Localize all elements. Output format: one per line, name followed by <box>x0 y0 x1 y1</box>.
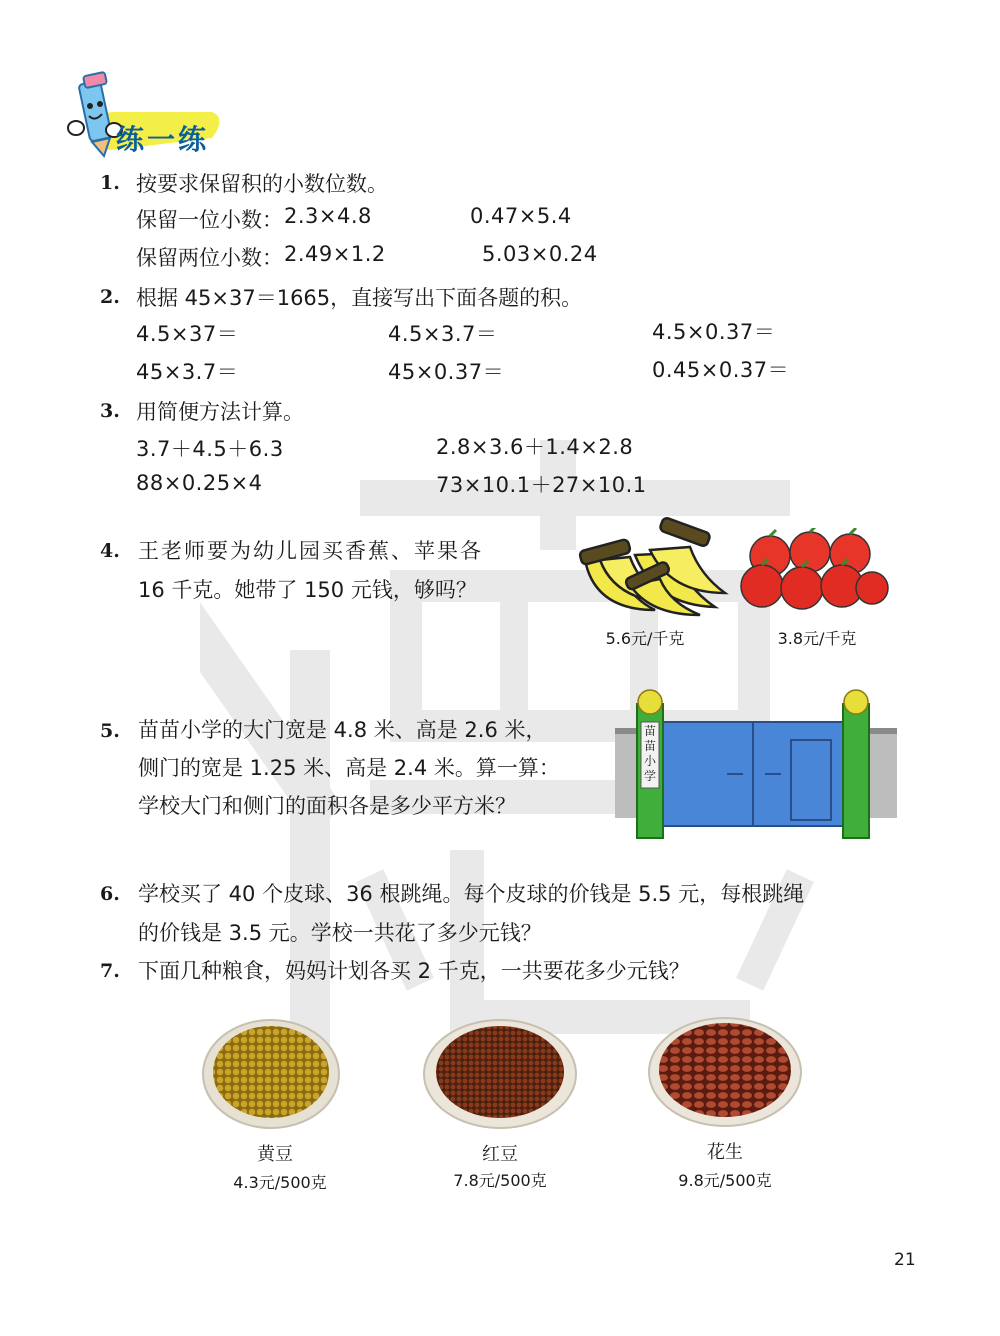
q4-line2: 16 千克。她带了 150 元钱，够吗？ <box>138 578 477 602</box>
q2-text: 根据 45×37＝1665，直接写出下面各题的积。 <box>136 286 583 310</box>
q5-line3: 学校大门和侧门的面积各是多少平方米？ <box>138 794 516 818</box>
q2-item: 4.5×37＝ <box>136 322 239 346</box>
q4-number: 4. <box>100 540 120 562</box>
q4-line1: 王老师要为幼儿园买香蕉、苹果各 <box>138 539 483 563</box>
grain-price: 7.8元/500克 <box>453 1171 547 1190</box>
q7-text: 下面几种粮食，妈妈计划各买 2 千克，一共要花多少元钱？ <box>138 959 690 983</box>
q6-line1: 学校买了 40 个皮球、36 根跳绳。每个皮球的价钱是 5.5 元，每根跳绳 <box>138 882 805 906</box>
q3-item: 3.7＋4.5＋6.3 <box>136 437 284 461</box>
grain-name: 花生 <box>707 1142 743 1163</box>
q1-text: 按要求保留积的小数位数。 <box>136 172 388 196</box>
q3-number: 3. <box>100 400 120 422</box>
grain-price: 9.8元/500克 <box>678 1171 772 1190</box>
q3-text: 用简便方法计算。 <box>136 400 304 424</box>
q1-row2-a: 2.49×1.2 <box>284 242 386 266</box>
q6-number: 6. <box>100 883 120 905</box>
red-bean-bowl-icon <box>420 1012 580 1130</box>
banana-price: 5.6元/千克 <box>605 629 685 648</box>
q1-row2-label: 保留两位小数： <box>136 246 283 270</box>
q3-item: 2.8×3.6＋1.4×2.8 <box>436 435 634 459</box>
q2-item: 0.45×0.37＝ <box>652 358 790 382</box>
q5-line2: 侧门的宽是 1.25 米、高是 2.4 米。算一算： <box>138 756 560 780</box>
q2-item: 45×0.37＝ <box>388 360 505 384</box>
q1-row1-b: 0.47×5.4 <box>470 204 572 228</box>
q5-line1: 苗苗小学的大门宽是 4.8 米、高是 2.6 米， <box>138 718 547 742</box>
q2-item: 4.5×0.37＝ <box>652 320 776 344</box>
peanut-bowl-icon <box>645 1010 805 1128</box>
grain-name: 红豆 <box>482 1144 518 1165</box>
q2-number: 2. <box>100 286 120 308</box>
apple-price: 3.8元/千克 <box>777 629 857 648</box>
grain-name: 黄豆 <box>257 1144 293 1165</box>
page-number: 21 <box>894 1250 916 1270</box>
q1-row2-b: 5.03×0.24 <box>482 242 598 266</box>
q1-number: 1. <box>100 172 120 194</box>
q5-number: 5. <box>100 720 120 742</box>
q2-item: 45×3.7＝ <box>136 360 239 384</box>
q2-item: 4.5×3.7＝ <box>388 322 498 346</box>
q7-number: 7. <box>100 960 120 982</box>
apple-icon <box>740 528 890 618</box>
banana-icon <box>575 515 735 620</box>
q1-row1-a: 2.3×4.8 <box>284 204 372 228</box>
q3-item: 73×10.1＋27×10.1 <box>436 473 647 497</box>
grain-price: 4.3元/500克 <box>233 1173 327 1192</box>
q3-item: 88×0.25×4 <box>136 471 263 495</box>
soybean-bowl-icon <box>200 1012 342 1130</box>
section-title: 练一练 <box>116 123 210 156</box>
q1-row1-label: 保留一位小数： <box>136 208 283 232</box>
gate-sign: 苗苗小学 <box>643 724 656 783</box>
q6-line2: 的价钱是 3.5 元。学校一共花了多少元钱？ <box>138 921 542 945</box>
